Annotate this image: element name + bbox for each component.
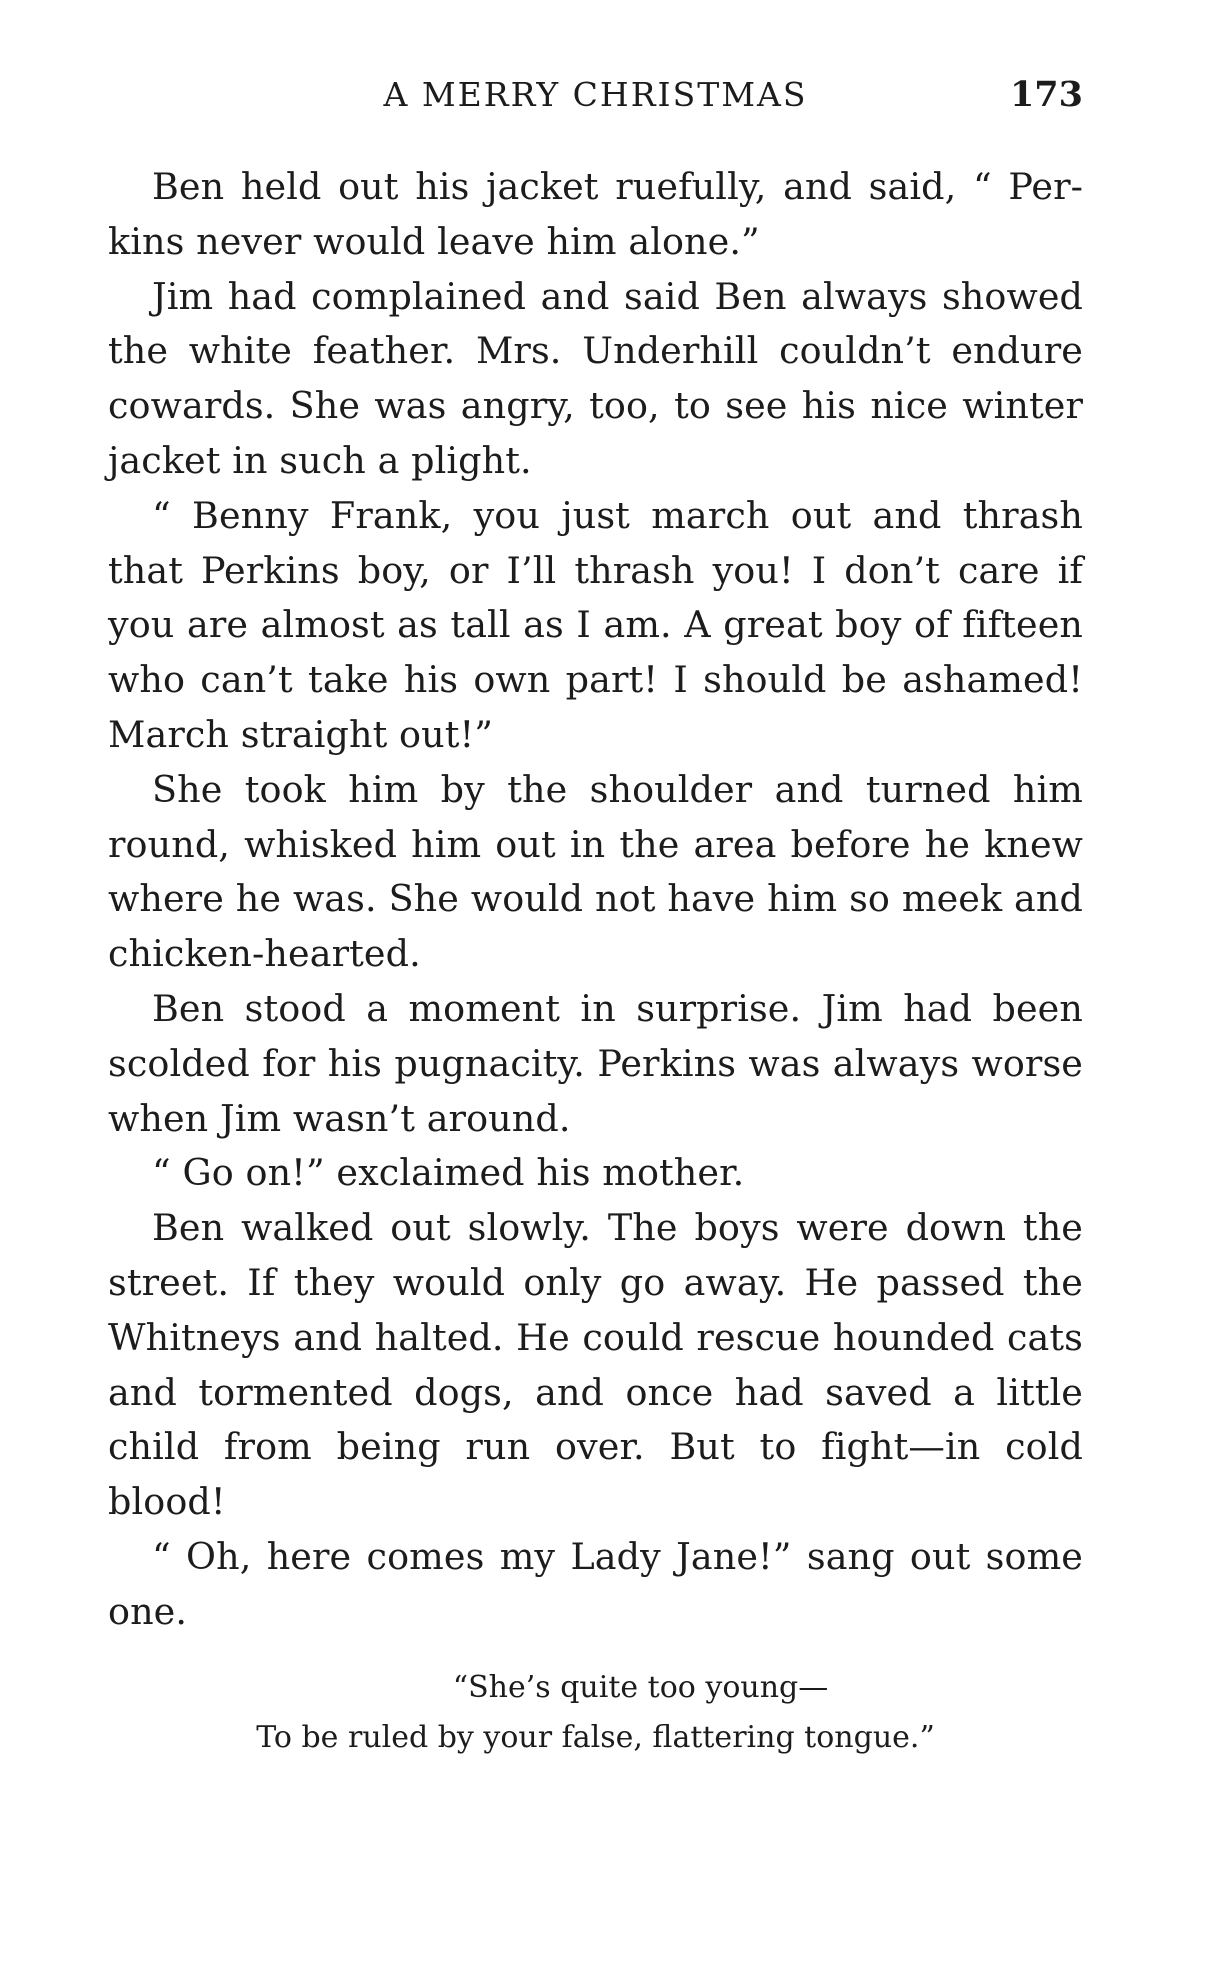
- verse-line: To be ruled by your false, flattering tongue.”: [256, 1720, 935, 1755]
- page-number: 173: [1009, 74, 1083, 115]
- body-text: [108, 160, 1083, 1640]
- paragraph: “ Oh, here comes my Lady Jane!” sang out some one.: [108, 1534, 1083, 1633]
- paragraph: Ben held out his jacket ruefully, and said, “ Perkins never would leave him alone.”: [108, 165, 1083, 263]
- paragraph: Ben walked out slowly. The boys were down the street. If they would only go away. He passed the Whitneys and halted. He could rescue hounded cats and tormented dogs, and once had saved a little child from being run over. But to fight—in cold blood!: [108, 1206, 1083, 1524]
- paragraph: “ Go on!” exclaimed his mother.: [152, 1151, 745, 1195]
- running-title: A MERRY CHRISTMAS: [383, 75, 808, 114]
- paragraph: Ben stood a moment in surprise. Jim had been scolded for his pugnacity. Perkins was always worse when Jim wasn’t around.: [108, 986, 1083, 1140]
- verse-line: “She’s quite too young—: [452, 1670, 829, 1705]
- verse-quote: [108, 1663, 1083, 1763]
- paragraph: She took him by the shoulder and turned him round, whisked him out in the area before he knew where he was. She would not have him so meek and chicken-hearted.: [108, 767, 1083, 976]
- paragraph: Jim had complained and said Ben always showed the white feather. Mrs. Underhill couldn’t endure cowards. She was angry, too, to see his nice winter jacket in such a plight.: [108, 274, 1083, 482]
- running-head: [108, 70, 1083, 120]
- paragraph: “ Benny Frank, you just march out and thrash that Perkins boy, or I’ll thrash you! I don’t care if you are almost as tall as I am. A great boy of fifteen who can’t take his own part! I should be ashamed! March straight out!”: [108, 493, 1083, 756]
